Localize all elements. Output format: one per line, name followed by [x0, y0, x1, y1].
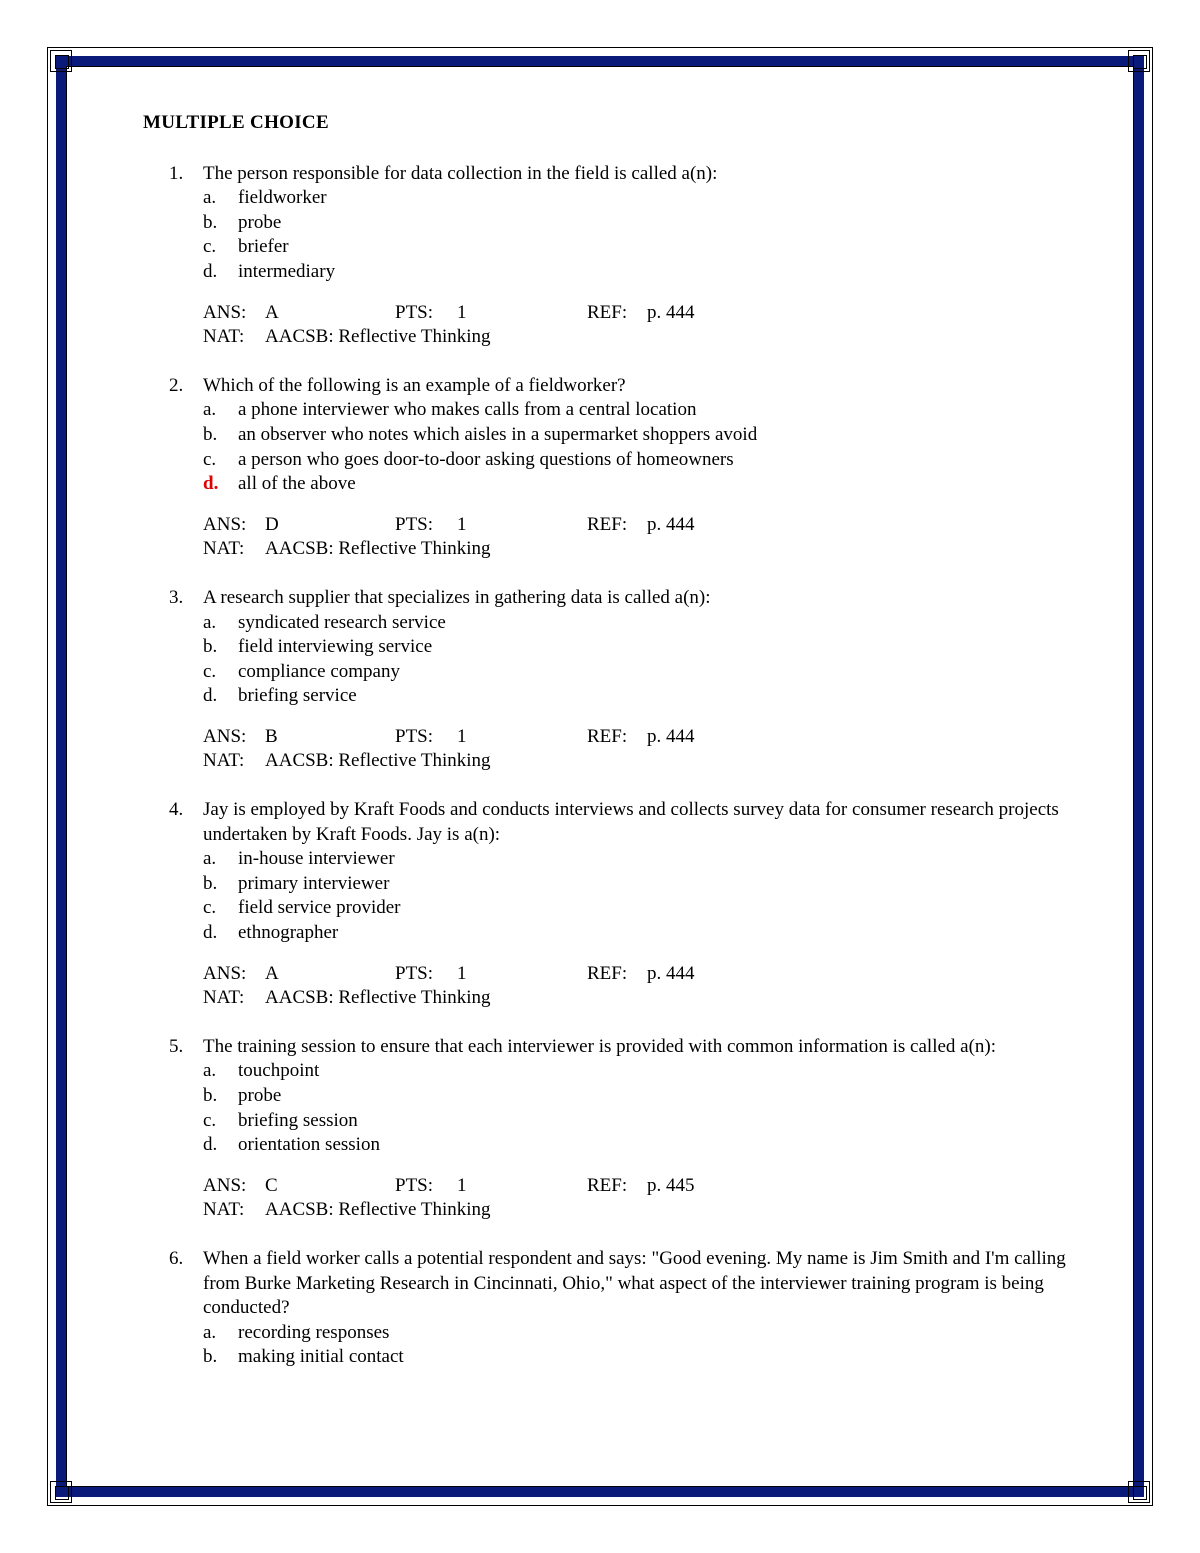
answer-option — [203, 186, 1103, 211]
option-letter: b. — [203, 211, 218, 233]
option-text: a person who goes door-to-door asking questions of homeowners — [238, 448, 734, 470]
option-text: in-house interviewer — [238, 848, 395, 870]
option-text: making initial contact — [238, 1346, 404, 1368]
option-text: field interviewing service — [238, 636, 433, 658]
option-letter: c. — [203, 448, 217, 470]
option-text: orientation session — [238, 1134, 380, 1156]
nat-label: NAT: — [203, 538, 245, 560]
pts-label: PTS: — [395, 725, 434, 747]
ref-label: REF: — [587, 1174, 628, 1196]
option-letter: d. — [203, 473, 219, 495]
question-number: 4. — [169, 799, 184, 821]
option-text: field service provider — [238, 897, 401, 919]
option-letter: b. — [203, 1085, 218, 1106]
answer-meta — [203, 1174, 1103, 1223]
option-letter: a. — [203, 1060, 217, 1082]
option-text: briefing service — [238, 685, 357, 707]
question-text: The training session to ensure that each interviewer is provided with common information is called a(n): — [203, 1035, 997, 1057]
nat-label: NAT: — [203, 987, 245, 1009]
option-letter: a. — [203, 187, 217, 209]
option-letter: a. — [203, 399, 217, 421]
option-text: a phone interviewer who makes calls from a central location — [238, 399, 697, 421]
question-number: 1. — [169, 162, 184, 184]
question-text: When a field worker calls a potential respondent and says: "Good evening. My name is Jim Smith and I'm calling from Burke Marketing Research in Cincinnati, Ohio," what aspect of the interviewer training program is being conducted? — [203, 1247, 1066, 1319]
option-letter: b. — [203, 636, 218, 658]
answer-option — [203, 1084, 1103, 1109]
answer-option — [203, 921, 1103, 946]
option-text: recording responses — [238, 1321, 390, 1343]
option-text: briefing session — [238, 1109, 358, 1131]
question-item — [143, 798, 1103, 1011]
question-number: 3. — [169, 586, 184, 608]
pts-label: PTS: — [395, 513, 434, 535]
document-content — [143, 111, 1103, 1394]
answer-option — [203, 1109, 1103, 1134]
answer-option — [203, 1133, 1103, 1158]
option-text: briefer — [238, 236, 289, 258]
ans-value: A — [265, 962, 279, 984]
nat-value: AACSB: Reflective Thinking — [265, 750, 491, 772]
ans-value: C — [265, 1174, 278, 1196]
nat-value: AACSB: Reflective Thinking — [265, 987, 491, 1009]
option-text: all of the above — [238, 473, 356, 495]
ans-label: ANS: — [203, 1174, 247, 1196]
option-letter: a. — [203, 1321, 217, 1343]
option-letter: c. — [203, 897, 217, 919]
option-letter: a. — [203, 848, 217, 870]
question-number: 6. — [169, 1247, 184, 1269]
option-letter: c. — [203, 1109, 217, 1131]
nat-value: AACSB: Reflective Thinking — [265, 1199, 491, 1221]
answer-option — [203, 260, 1103, 285]
ref-label: REF: — [587, 725, 628, 747]
corner-ornament-top-left — [50, 50, 72, 72]
ans-value: D — [265, 513, 279, 535]
ref-value: p. 444 — [647, 725, 695, 747]
section-heading: MULTIPLE CHOICE — [143, 112, 329, 133]
question-text: The person responsible for data collection in the field is called a(n): — [203, 162, 718, 184]
answer-option — [203, 660, 1103, 685]
ref-value: p. 444 — [647, 513, 695, 535]
option-text: compliance company — [238, 660, 400, 682]
option-text: syndicated research service — [238, 611, 446, 633]
answer-option — [203, 1345, 1103, 1370]
nat-value: AACSB: Reflective Thinking — [265, 538, 491, 560]
question-number: 2. — [169, 374, 184, 396]
answer-option — [203, 472, 1103, 497]
corner-ornament-bottom-left — [50, 1481, 72, 1503]
answer-option — [203, 635, 1103, 660]
option-text: fieldworker — [238, 187, 327, 209]
option-text: probe — [238, 211, 282, 233]
question-item — [143, 586, 1103, 774]
option-letter: b. — [203, 872, 218, 894]
ans-value: B — [265, 725, 278, 747]
option-text: touchpoint — [238, 1060, 320, 1082]
option-letter: c. — [203, 236, 217, 258]
option-text: ethnographer — [238, 922, 339, 944]
option-text: primary interviewer — [238, 872, 390, 894]
question-text: A research supplier that specializes in gathering data is called a(n): — [203, 586, 711, 608]
answer-meta — [203, 301, 1103, 350]
ans-value: A — [265, 301, 279, 323]
corner-ornament-bottom-right — [1128, 1481, 1150, 1503]
answer-option — [203, 448, 1103, 473]
answer-option — [203, 847, 1103, 872]
question-item — [143, 1247, 1103, 1370]
answer-option — [203, 1059, 1103, 1084]
ref-value: p. 444 — [647, 301, 695, 323]
pts-value: 1 — [457, 962, 467, 984]
option-letter: b. — [203, 423, 218, 445]
answer-option — [203, 235, 1103, 260]
nat-value: AACSB: Reflective Thinking — [265, 326, 491, 348]
question-text: Jay is employed by Kraft Foods and conducts interviews and collects survey data for consumer research projects undertaken by Kraft Foods. Jay is a(n): — [203, 799, 1059, 845]
question-list — [143, 162, 1103, 1370]
option-text: probe — [238, 1085, 282, 1106]
answer-option — [203, 896, 1103, 921]
option-text: intermediary — [238, 260, 336, 282]
pts-value: 1 — [457, 301, 467, 323]
question-number: 5. — [169, 1035, 184, 1057]
answer-option — [203, 423, 1103, 448]
question-item — [143, 162, 1103, 350]
ref-value: p. 444 — [647, 962, 695, 984]
ans-label: ANS: — [203, 301, 247, 323]
pts-label: PTS: — [395, 962, 434, 984]
answer-option — [203, 872, 1103, 897]
ans-label: ANS: — [203, 725, 247, 747]
option-letter: d. — [203, 1134, 218, 1156]
option-letter: b. — [203, 1346, 218, 1368]
ans-label: ANS: — [203, 513, 247, 535]
answer-option — [203, 398, 1103, 423]
option-letter: d. — [203, 260, 218, 282]
nat-label: NAT: — [203, 750, 245, 772]
question-item — [143, 374, 1103, 562]
question-item — [143, 1035, 1103, 1223]
pts-value: 1 — [457, 1174, 467, 1196]
ref-label: REF: — [587, 513, 628, 535]
option-letter: d. — [203, 685, 218, 707]
option-text: an observer who notes which aisles in a supermarket shoppers avoid — [238, 423, 758, 445]
answer-meta — [203, 725, 1103, 774]
ans-label: ANS: — [203, 962, 247, 984]
answer-option — [203, 684, 1103, 709]
option-letter: a. — [203, 611, 217, 633]
answer-option — [203, 1321, 1103, 1346]
option-letter: d. — [203, 922, 218, 944]
nat-label: NAT: — [203, 326, 245, 348]
pts-value: 1 — [457, 725, 467, 747]
option-letter: c. — [203, 660, 217, 682]
answer-meta — [203, 962, 1103, 1011]
pts-label: PTS: — [395, 301, 434, 323]
pts-label: PTS: — [395, 1174, 434, 1196]
answer-meta — [203, 513, 1103, 562]
ref-label: REF: — [587, 301, 628, 323]
question-text: Which of the following is an example of a fieldworker? — [203, 374, 626, 396]
nat-label: NAT: — [203, 1199, 245, 1221]
answer-option — [203, 611, 1103, 636]
pts-value: 1 — [457, 513, 467, 535]
ref-value: p. 445 — [647, 1174, 695, 1196]
ref-label: REF: — [587, 962, 628, 984]
corner-ornament-top-right — [1128, 50, 1150, 72]
answer-option — [203, 211, 1103, 236]
